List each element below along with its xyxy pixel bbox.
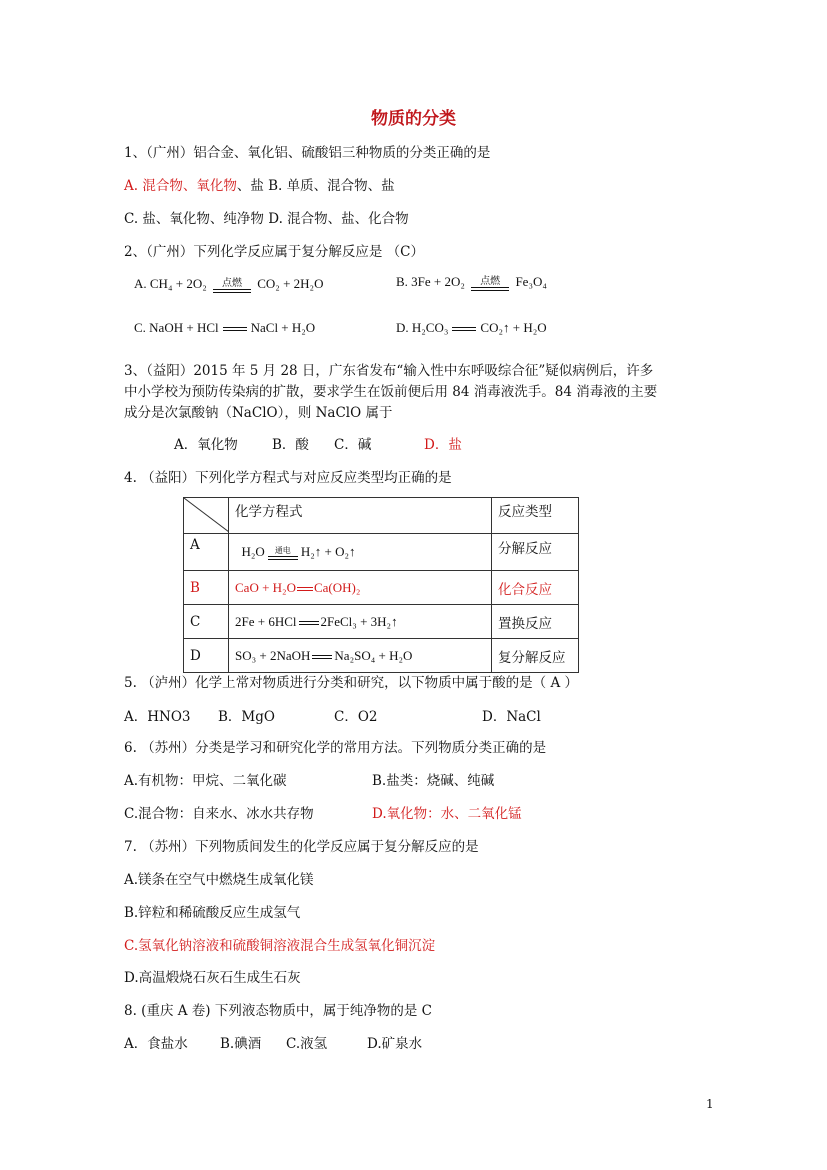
q6-stem: 6. （苏州）分类是学习和研究化学的常用方法。下列物质分类正确的是: [124, 740, 547, 756]
q7-option-b: B.锌粒和稀硫酸反应生成氢气: [124, 905, 301, 921]
q3-option-a: A．氧化物: [174, 437, 238, 453]
row-label: A: [184, 534, 229, 571]
q1-options-ab: [124, 174, 395, 194]
q6-option-a: A.有机物：甲烷、二氧化碳: [124, 773, 287, 789]
table-header-row: [184, 498, 579, 534]
q5-option-d: D．NaCl: [482, 709, 541, 725]
q5-stem: 5. （泸州）化学上常对物质进行分类和研究，以下物质中属于酸的是（ A ）: [124, 675, 579, 691]
q1-answer-a: A. 混合物、氧化物: [124, 178, 237, 194]
q2-a-lhs: CH₄ + 2O₂: [149, 276, 207, 291]
q2-stem: 2、（广州）下列化学反应属于复分解反应是 （C）: [124, 244, 424, 260]
q2-c-lhs: NaOH + HCl: [149, 320, 219, 335]
q1-options-cd: C. 盐、氧化物、纯净物 D. 混合物、盐、化合物: [124, 211, 409, 227]
row-equation: H₂O 通电 H₂↑ + O₂↑: [229, 534, 492, 571]
q4-table: [183, 497, 579, 673]
q7-answer-c: C.氢氧化钠溶液和硫酸铜溶液混合生成氢氧化铜沉淀: [124, 938, 436, 954]
row-label: B: [184, 571, 229, 605]
table-row: [184, 534, 579, 571]
row-type: 分解反应: [492, 534, 579, 571]
q2-a-rhs: CO₂ + 2H₂O: [257, 276, 324, 291]
q5-option-a: A．HNO3: [124, 709, 191, 725]
q2-b-rhs: Fe₃O₄: [515, 274, 547, 289]
table-row: [184, 639, 579, 673]
equals-sign: [223, 327, 247, 331]
q4-stem: 4. （益阳）下列化学方程式与对应反应类型均正确的是: [124, 470, 452, 486]
row-label: D: [184, 639, 229, 673]
q2-c-label: C.: [134, 320, 146, 335]
row-label: C: [184, 605, 229, 639]
q1-option-b: 、盐 B. 单质、混合物、盐: [236, 178, 395, 194]
q5-option-c: C．O2: [334, 709, 378, 725]
row-equation: 2Fe + 6HCl 2FeCl₃ + 3H₂↑: [229, 605, 492, 639]
q6-answer-d: D.氧化物：水、二氧化锰: [372, 806, 522, 822]
q3-line3: 成分是次氯酸钠（NaClO），则 NaClO 属于: [124, 405, 393, 421]
row-type: 置换反应: [492, 605, 579, 639]
row-equation: SO₃ + 2NaOH Na₂SO₄ + H₂O: [229, 639, 492, 673]
page-number: 1: [706, 1097, 714, 1111]
q8-option-a: A．食盐水: [124, 1036, 188, 1052]
table-row: [184, 605, 579, 639]
diagonal-header-cell: [184, 498, 229, 534]
q2-b-lhs: 3Fe + 2O₂: [411, 274, 465, 289]
q2-b-label: B.: [396, 274, 408, 289]
q6-option-c: C.混合物：自来水、冰水共存物: [124, 806, 314, 822]
q2-option-c: [134, 320, 315, 336]
q2-option-a: [134, 276, 323, 293]
q3-option-c: C．碱: [334, 437, 372, 453]
row-type: 复分解反应: [492, 639, 579, 673]
q8-stem: 8. (重庆 A 卷) 下列液态物质中，属于纯净物的是 C: [124, 1003, 432, 1019]
equals-sign: [452, 327, 476, 331]
q2-a-condition: 点燃: [213, 278, 251, 293]
q3-option-b: B．酸: [272, 437, 309, 453]
electrolysis-condition: 通电: [268, 545, 298, 560]
q7-stem: 7. （苏州）下列物质间发生的化学反应属于复分解反应的是: [124, 839, 479, 855]
q2-option-d: [396, 320, 547, 336]
q2-b-condition: 点燃: [471, 276, 509, 291]
q2-d-label: D.: [396, 320, 409, 335]
q2-d-lhs: H₂CO₃: [411, 320, 449, 335]
diagonal-line-icon: [184, 498, 229, 532]
header-type: 反应类型: [492, 498, 579, 534]
q2-option-b: [396, 274, 547, 291]
header-equation: 化学方程式: [229, 498, 492, 534]
q3-answer-d: D．盐: [424, 437, 462, 453]
q2-c-rhs: NaCl + H₂O: [250, 320, 316, 335]
q3-line2: 中小学校为预防传染病的扩散，要求学生在饭前便后用 84 消毒液洗手。84 消毒液的主要: [124, 384, 658, 400]
table-row-answer: [184, 571, 579, 605]
q6-option-b: B.盐类：烧碱、纯碱: [372, 773, 495, 789]
q8-option-d: D.矿泉水: [367, 1036, 423, 1052]
q8-option-b: B.碘酒: [220, 1036, 262, 1052]
q3-line1: 3、（益阳）2015 年 5 月 28 日，广东省发布“输入性中东呼吸综合征”疑似病例后，许多: [124, 363, 654, 379]
q8-option-c: C.液氢: [286, 1036, 328, 1052]
q2-a-label: A.: [134, 276, 147, 291]
q7-option-a: A.镁条在空气中燃烧生成氧化镁: [124, 872, 314, 888]
row-equation: CaO + H₂O Ca(OH)₂: [229, 571, 492, 605]
q2-d-rhs: CO₂↑ + H₂O: [480, 320, 547, 335]
q7-option-d: D.高温煅烧石灰石生成生石灰: [124, 970, 301, 986]
row-type: 化合反应: [492, 571, 579, 605]
page-title: 物质的分类: [371, 109, 456, 129]
q5-option-b: B．MgO: [218, 709, 275, 725]
q1-stem: 1、（广州）铝合金、氧化铝、硫酸铝三种物质的分类正确的是: [124, 145, 491, 161]
